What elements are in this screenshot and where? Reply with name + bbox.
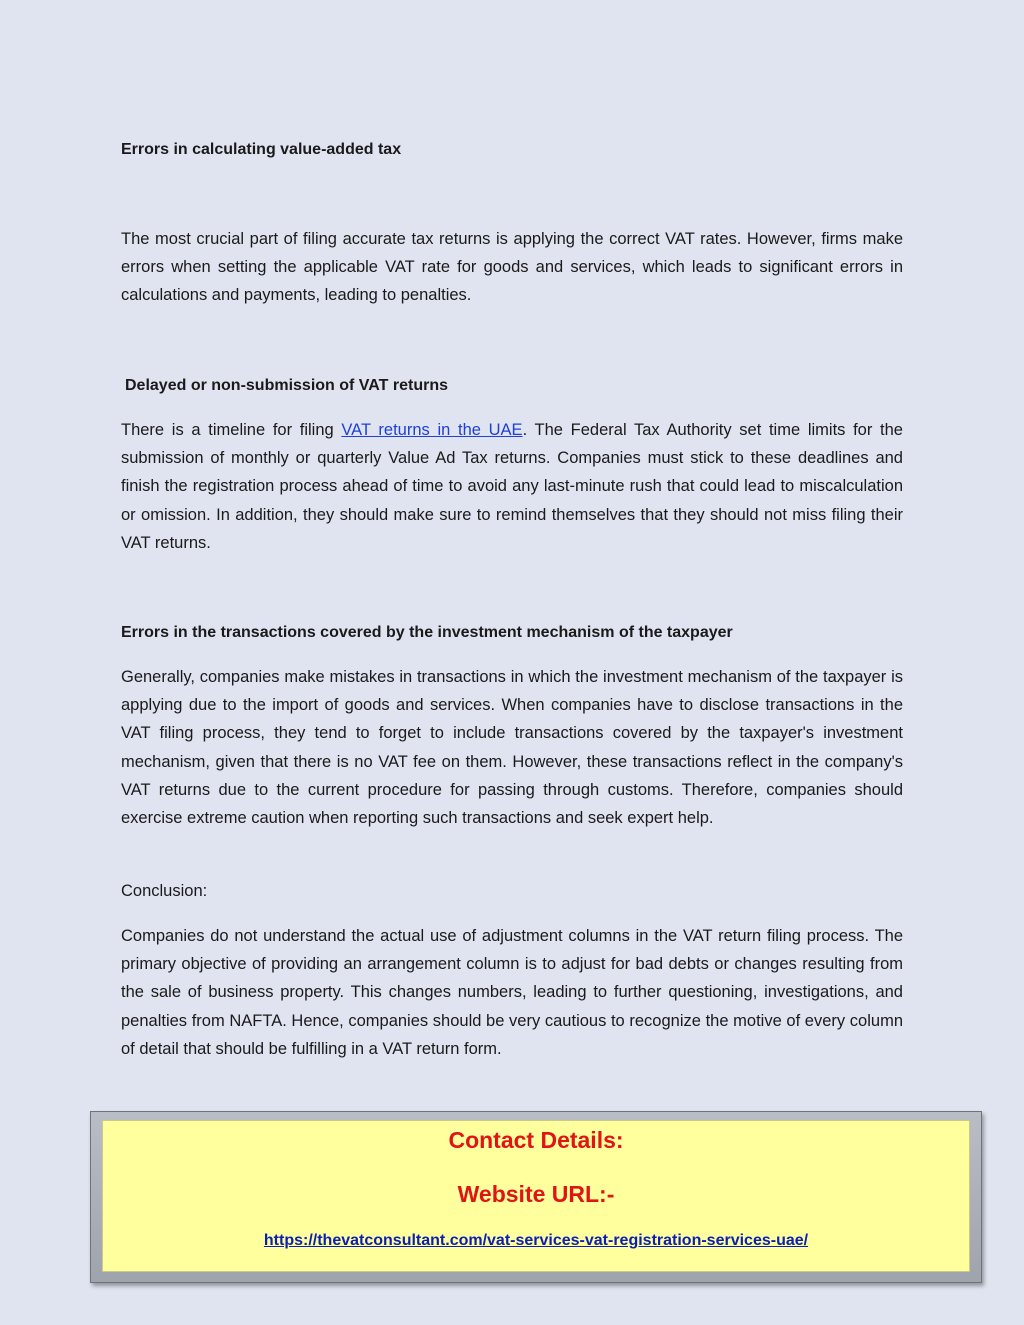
paragraph-investment-mechanism: Generally, companies make mistakes in transactions in which the investment mechanism of the taxpayer is applying due to the import of goods and services. When companies have to disclose transactions in the VAT filing process, they tend to forget to include transactions covered by the taxpayer's investment mechanism, given that there is no VAT fee on them. However, these transactions reflect in the company's VAT returns due to the current procedure for passing through customs. Therefore, companies should exercise extreme caution when reporting such transactions and seek expert help. — [121, 668, 903, 828]
contact-box — [102, 1120, 970, 1272]
website-url-heading: Website URL:- — [457, 1181, 615, 1207]
paragraph-timeline — [121, 416, 903, 557]
paragraph-timeline-text-end: . The Federal Tax Authority set time limits for the submission of monthly or quarterly Value Ad Tax returns. Companies must stick to these deadlines and finish the registration process ahead of time to avoid any last-minute rush that could lead to miscalculation or omission. In addition, they should make sure to remind themselves that they should not miss filing their VAT returns. — [121, 421, 903, 552]
website-url-line — [103, 1231, 969, 1251]
vat-returns-uae-link[interactable]: VAT returns in the UAE — [341, 421, 523, 439]
website-url-link[interactable]: https://thevatconsultant.com/vat-services-vat-registration-services-uae/ — [263, 1232, 809, 1249]
paragraph-conclusion: Companies do not understand the actual use of adjustment columns in the VAT return filing process. The primary objective of providing an arrangement column is to adjust for bad debts or changes resulting from the sale of business property. This changes numbers, leading to further questioning, investigations, and penalties from NAFTA. Hence, companies should be very cautious to recognize the motive of every column of detail that should be fulfilling in a VAT return form. — [121, 927, 903, 1058]
heading-errors-calculating-vat: Errors in calculating value-added tax — [121, 141, 402, 158]
contact-details-heading: Contact Details: — [448, 1127, 624, 1153]
conclusion-label: Conclusion: — [121, 882, 208, 900]
heading-investment-mechanism: Errors in the transactions covered by the investment mechanism of the taxpayer — [121, 624, 733, 641]
heading-delayed-submission: Delayed or non-submission of VAT returns — [125, 377, 448, 394]
paragraph-timeline-text-start: There is a timeline for filing — [121, 421, 342, 439]
paragraph-vat-rates: The most crucial part of filing accurate tax returns is applying the correct VAT rates. However, firms make errors when setting the applicable VAT rate for goods and services, which leads to significant errors in calculations and payments, leading to penalties. — [121, 230, 903, 305]
contact-box-frame — [90, 1111, 982, 1283]
